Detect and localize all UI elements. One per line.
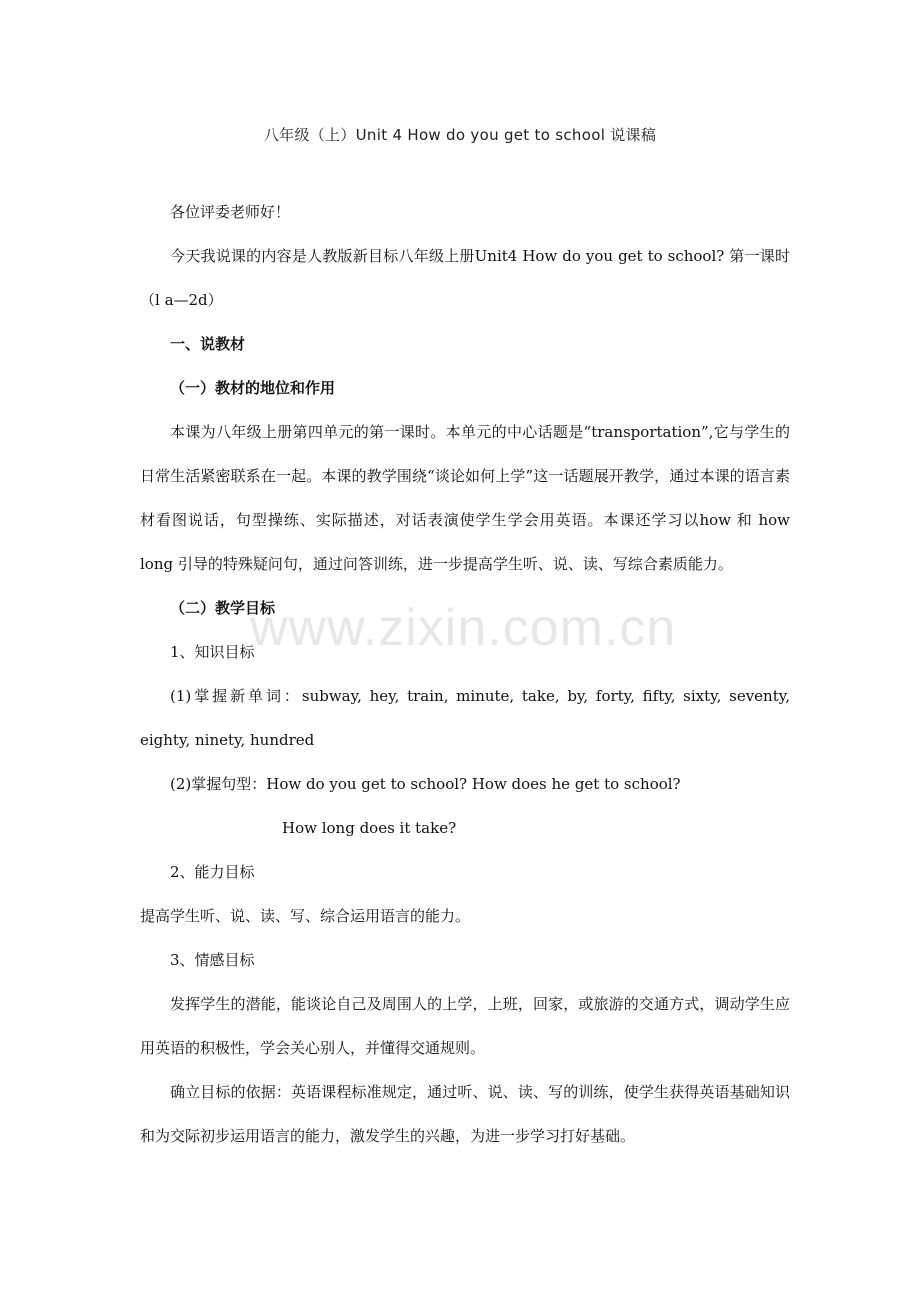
knowledge-objective-title: 1、知识目标 [170, 643, 255, 661]
subsection-heading-role: （一）教材的地位和作用 [170, 379, 336, 397]
knowledge-objective-vocab: (1)掌握新单词：subway, hey, train, minute, take, by, forty, fifty, sixty, seventy, eighty, ninety, hundred [140, 687, 790, 749]
emotion-objective-text: 发挥学生的潜能，能谈论自己及周围人的上学，上班，回家，或旅游的交通方式，调动学生应用英语的积极性，学会关心别人，并懂得交通规则。 [140, 995, 790, 1057]
objective-basis-text: 确立目标的依据：英语课程标准规定，通过听、说、读、写的训练，使学生获得英语基础知识和为交际初步运用语言的能力，激发学生的兴趣，为进一步学习打好基础。 [140, 1083, 790, 1145]
emotion-objective-title: 3、情感目标 [170, 951, 255, 969]
watermark: www.zixin.com.cn [250, 599, 677, 657]
knowledge-objective-sentences: (2)掌握句型：How do you get to school? How does he get to school? [170, 775, 681, 793]
ability-objective-text: 提高学生听、说、读、写、综合运用语言的能力。 [140, 907, 471, 925]
ability-objective-title: 2、能力目标 [170, 863, 255, 881]
role-paragraph: 本课为八年级上册第四单元的第一课时。本单元的中心话题是“transportation”,它与学生的日常生活紧密联系在一起。本课的教学围绕“谈论如何上学”这一话题展开教学，通过本课的语言素材看图说话，句型操练、实际描述，对话表演使学生学会用英语。本课还学习以how 和 how long 引导的特殊疑问句，通过问答训练，进一步提高学生听、说、读、写综合素质能力。 [140, 423, 790, 573]
section-heading-textbook: 一、说教材 [170, 335, 246, 353]
knowledge-objective-sentences-cont: How long does it take? [282, 819, 457, 837]
greeting: 各位评委老师好！ [170, 203, 291, 221]
subsection-heading-objectives: （二）教学目标 [170, 599, 276, 617]
document-body [140, 190, 790, 1158]
intro-paragraph: 今天我说课的内容是人教版新目标八年级上册Unit4 How do you get to school? 第一课时（l a—2d） [140, 247, 790, 309]
document-title: 八年级（上）Unit 4 How do you get to school 说课稿 [263, 126, 657, 144]
